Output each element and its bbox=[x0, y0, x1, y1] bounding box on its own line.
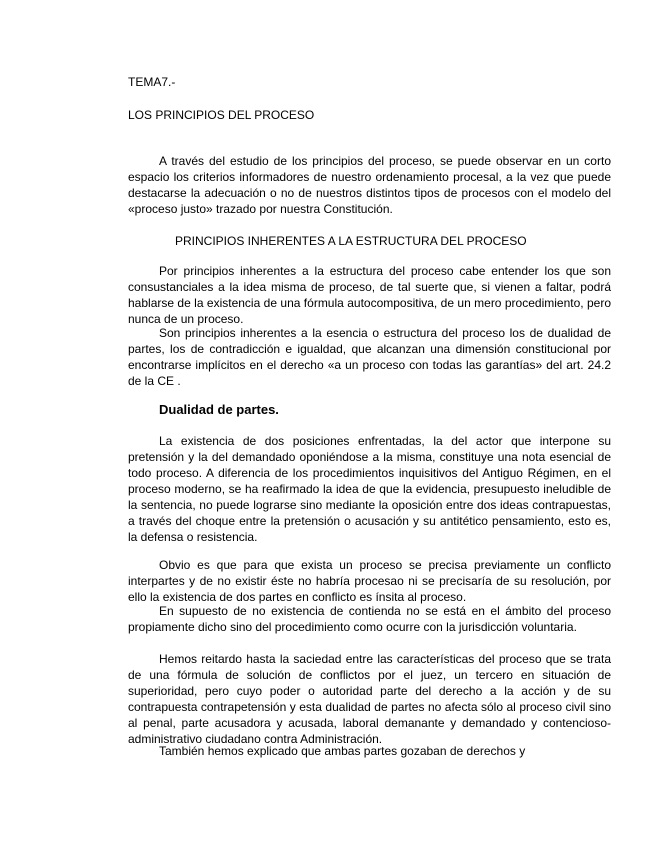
topic-label: TEMA7.- bbox=[128, 75, 176, 89]
section-heading: Dualidad de partes. bbox=[159, 402, 279, 417]
body-paragraph: Son principios inherentes a la esencia o estructura del proceso los de dualidad de partes, los de contradicción e igualdad, que alcanzan una dimensión constitucional por encontrarse implícitos en el derecho «a un proceso con todas las garantías» del art. 24.2 de la CE . bbox=[128, 326, 611, 388]
body-paragraph: Hemos reitardo hasta la saciedad entre las características del proceso que se trata de una fórmula de solución de conflictos por el juez, un tercero en situación de superioridad, pero cuyo poder o autoridad parte del derecho a la acción y de su contrapuesta contrapetensión y esta dualidad de partes no afecta sólo al proceso civil sino al penal, parte acusadora y acusada, laboral demanante y demandado y contencioso-administrativo ciudadano contra Administración. bbox=[128, 652, 611, 746]
intro-paragraph: A través del estudio de los principios del proceso, se puede observar en un corto espacio los criterios informadores de nuestro ordenamiento procesal, a la vez que puede destacarse la adecuación o no de nuestros distintos tipos de procesos con el modelo del «proceso justo» trazado por nuestra Constitución. bbox=[128, 154, 611, 216]
body-paragraph: Obvio es que para que exista un proceso se precisa previamente un conflicto interpartes y de no existir éste no habría procesao ni se precisaría de su resolución, por ello la existencia de dos partes en conflicto es ínsita al proceso. bbox=[128, 558, 611, 604]
body-paragraph: En supuesto de no existencia de contienda no se está en el ámbito del proceso propiamente dicho sino del procedimiento como ocurre con la jurisdicción voluntaria. bbox=[128, 604, 611, 634]
subtitle-heading: PRINCIPIOS INHERENTES A LA ESTRUCTURA DEL PROCESO bbox=[175, 234, 527, 248]
page-title: LOS PRINCIPIOS DEL PROCESO bbox=[128, 108, 315, 122]
body-paragraph: La existencia de dos posiciones enfrentadas, la del actor que interpone su pretensión y la del demandado oponiéndose a la misma, constituye una nota esencial de todo proceso. A diferencia de los procedimientos inquisitivos del Antiguo Régimen, en el proceso moderno, se ha reafirmado la idea de que la evidencia, presupuesto ineludible de la sentencia, no puede lograrse sino mediante la oposición entre dos ideas contrapuestas, a través del choque entre la pretensión o acusación y su antitético pensamiento, esto es, la defensa o resistencia. bbox=[128, 434, 611, 544]
body-paragraph: Por principios inherentes a la estructura del proceso cabe entender los que son consustanciales a la idea misma de proceso, de tal suerte que, si vienen a faltar, podrá hablarse de la existencia de una fórmula autocompositiva, de un mero procedimiento, pero nunca de un proceso. bbox=[128, 264, 611, 326]
body-paragraph: También hemos explicado que ambas partes gozaban de derechos y bbox=[159, 744, 526, 758]
